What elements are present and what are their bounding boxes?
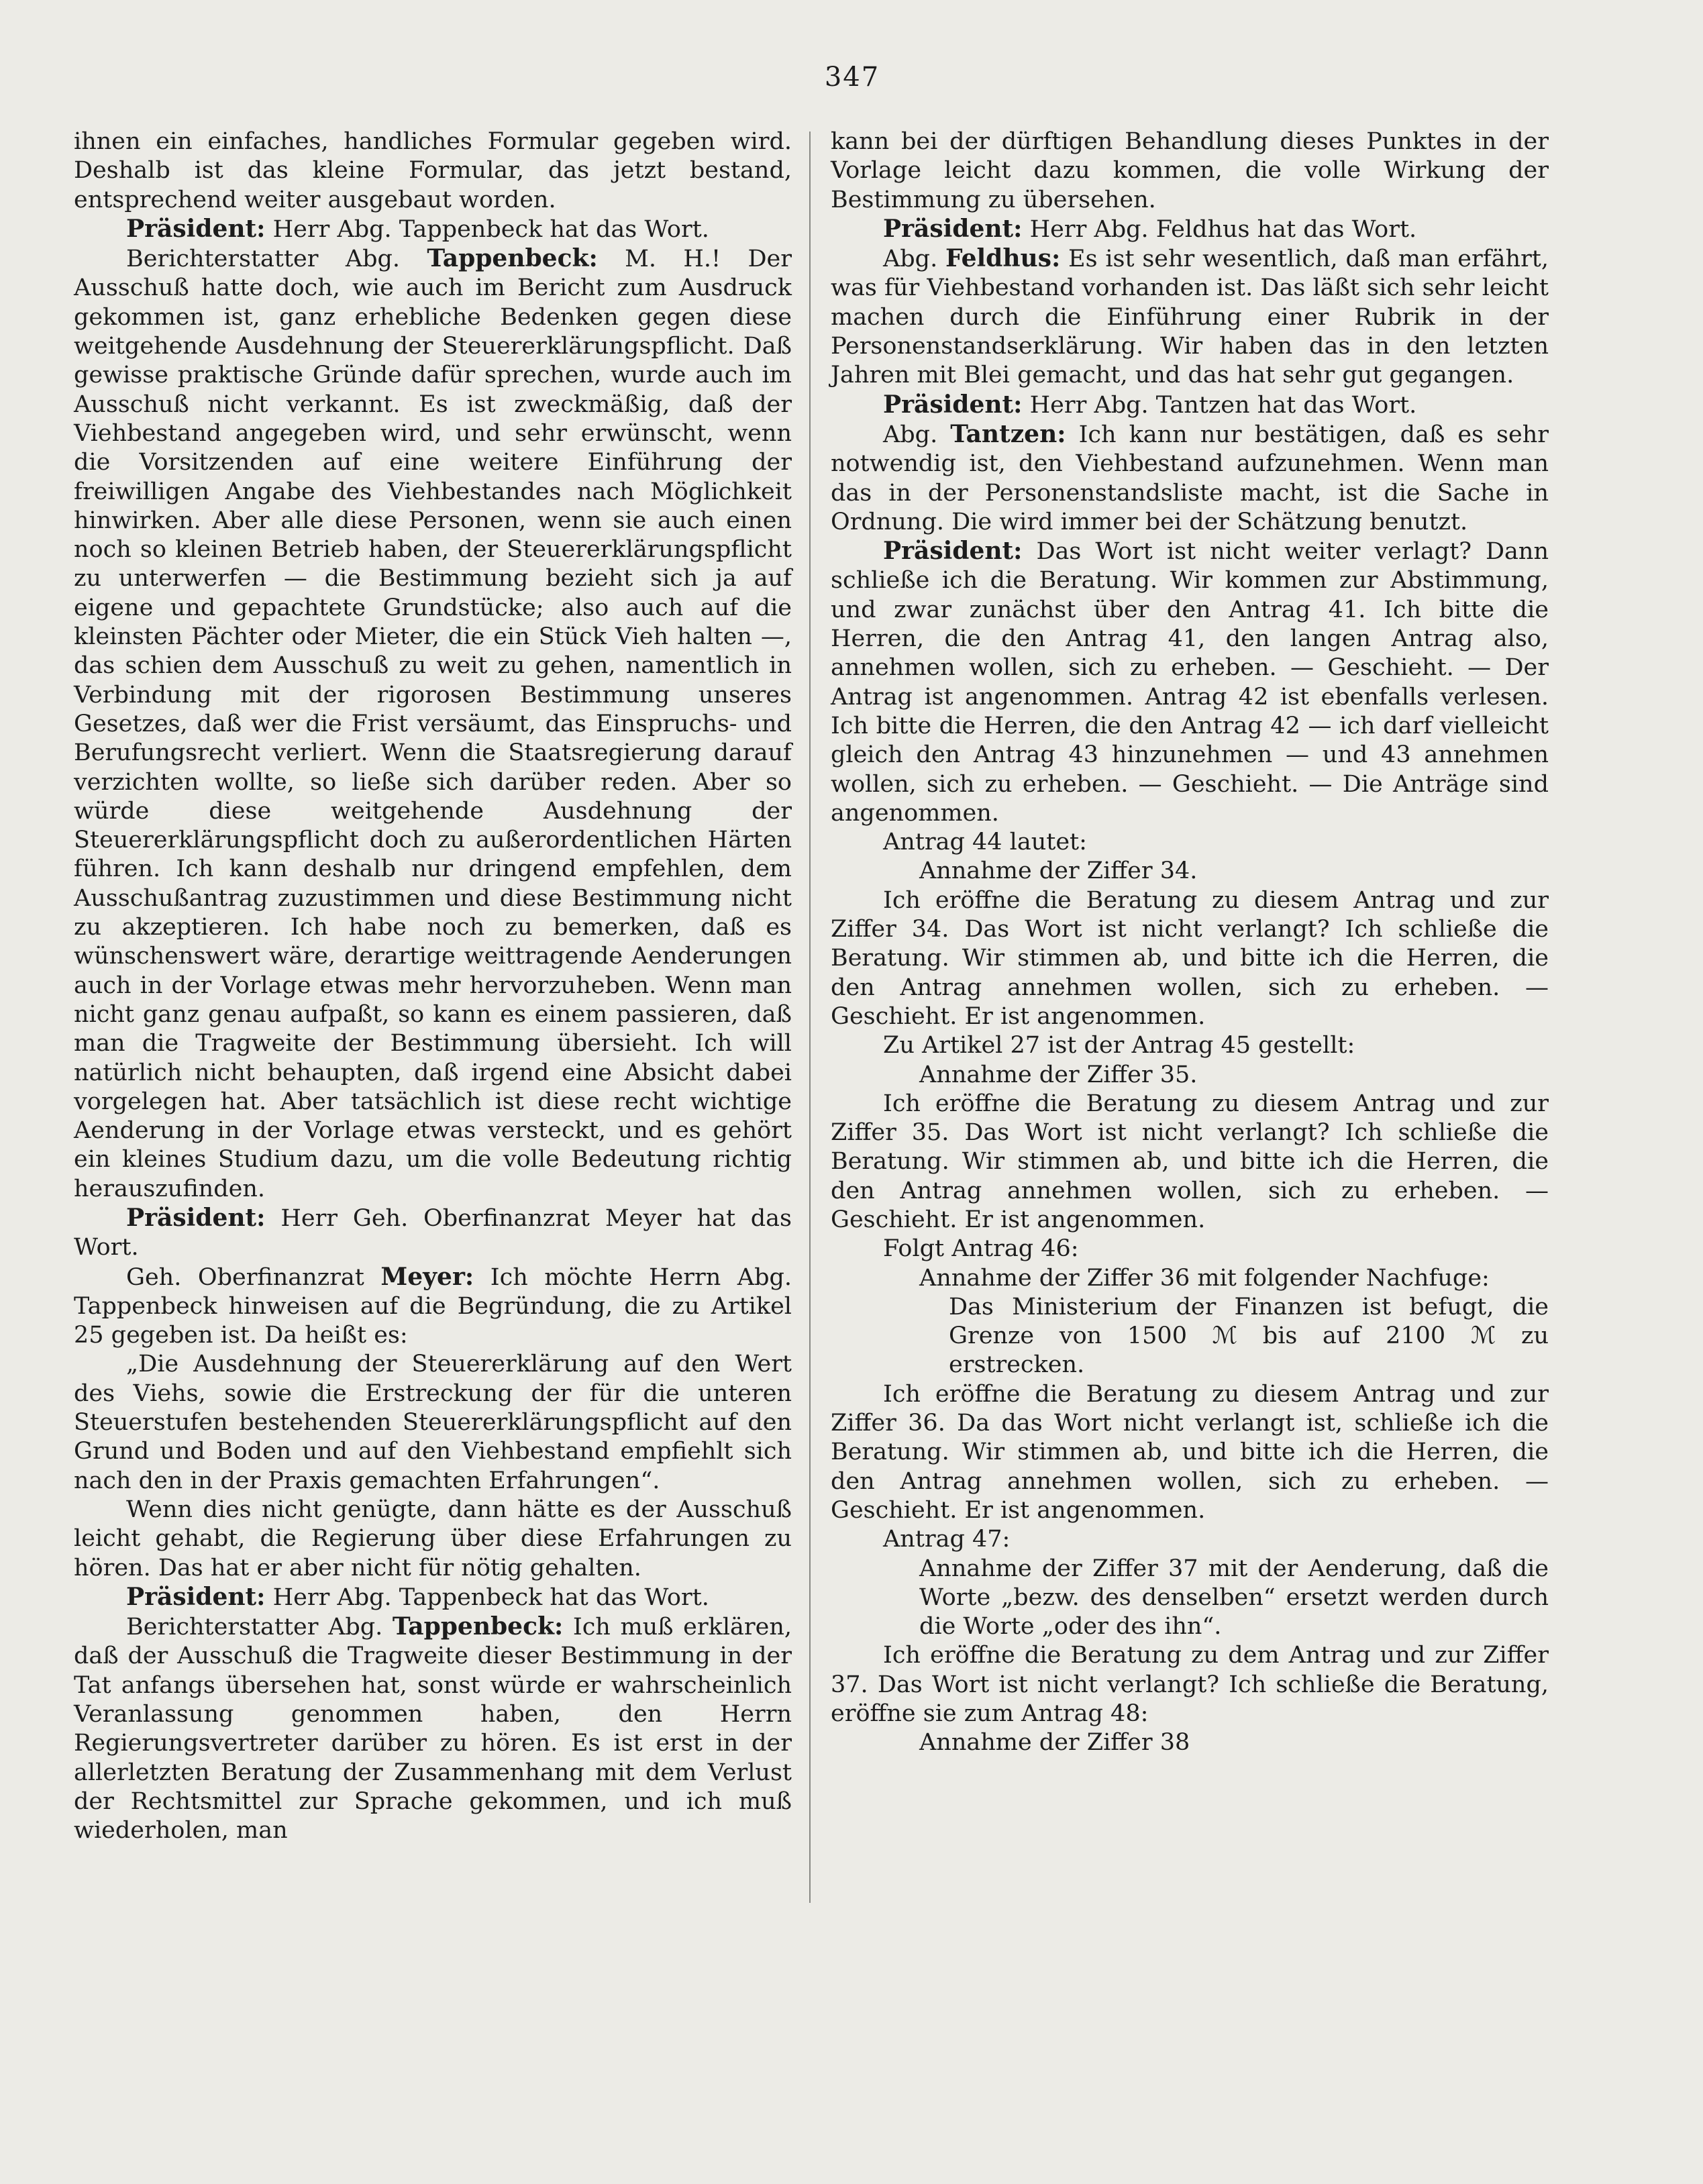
paragraph-text: Ich eröffne die Beratung zu diesem Antrag und zur Ziffer 36. Da das Wort nicht verlangt ist, schließe ich die Beratung. Wir stimmen ab, und bitte ich die Herren, die den Antrag annehmen wollen, sich zu erheben. — Geschieht. Er ist angenommen. [831,1380,1549,1524]
paragraph-text: Ich eröffne die Beratung zu dem Antrag und zur Ziffer 37. Das Wort ist nicht verlangt? Ich schließe die Beratung, eröffne sie zum Antrag 48: [831,1642,1549,1728]
paragraph-text: Das Wort ist nicht weiter verlagt? Dann schließe ich die Beratung. Wir kommen zur Abstimmung, und zwar zunächst über den Antrag 41. Ich bitte die Herren, die den Antrag 41, den langen Antrag also, annehmen wollen, sich zu erheben. — Geschieht. — Der Antrag ist angenommen. Antrag 42 ist ebenfalls verlesen. Ich bitte die Herren, die den Antrag 42 — ich darf vielleicht gleich den Antrag 43 hinzunehmen — und 43 annehmen wollen, sich zu erheben. — Geschieht. — Die Anträge sind angenommen. [831,538,1549,827]
paragraph-text: M. H.! Der Ausschuß hatte doch, wie auch im Bericht zum Ausdruck gekommen ist, ganz erhebliche Bedenken gegen diese weitgehende Ausdehnung der Steuererklärungspflicht. Daß gewisse praktische Gründe dafür sprechen, wurde auch im Ausschuß nicht verkannt. Es ist zweckmäßig, daß der Viehbestand angegeben wird, und sehr erwünscht, wenn die Vorsitzenden auf eine weitere Einführung der freiwilligen Angabe des Viehbestandes nach Möglichkeit hinwirken. Aber alle diese Personen, wenn sie auch einen noch so kleinen Betrieb haben, der Steuererklärungspflicht zu unterwerfen — die Bestimmung bezieht sich ja auf eigene und gepachtete Grundstücke; also auch auf die kleinsten Pächter oder Mieter, die ein Stück Vieh halten —, das schien dem Ausschuß zu weit zu gehen, namentlich in Verbindung mit der rigorosen Bestimmung unseres Gesetzes, daß wer die Frist versäumt, das Einspruchs- und Berufungsrecht verliert. Wenn die Staatsregierung darauf verzichten wollte, so ließe sich darüber reden. Aber so würde diese weitgehende Ausdehnung der Steuererklärungspflicht doch zu außerordentlichen Härten führen. Ich kann deshalb nur dringend empfehlen, dem Ausschußantrag zuzustimmen und diese Bestimmung nicht zu akzeptieren. Ich habe noch zu bemerken, daß es wünschenswert wäre, derartige weittragende Aenderungen auch in der Vorlage etwas mehr hervorzuheben. Wenn man nicht ganz genau aufpaßt, so kann es einem passieren, daß man die Tragweite der Bestimmung übersieht. Ich will natürlich nicht behaupten, daß irgend eine Absicht dabei vorgelegen hat. Aber tatsächlich ist diese recht wichtige Aenderung in der Vorlage etwas versteckt, und es gehört ein kleines Studium dazu, um die volle Bedeutung richtig herauszufinden. [74,246,792,1202]
paragraph-text: Herr Abg. Feldhus hat das Wort. [1022,215,1417,243]
paragraph-text: Ich eröffne die Beratung zu diesem Antrag und zur Ziffer 35. Das Wort ist nicht verlangt? Ich schließe die Beratung. Wir stimmen ab, und bitte ich die Herren, die den Antrag annehmen wollen, sich zu erheben. — Geschieht. Er ist angenommen. [831,1090,1549,1233]
speaker-prefix: Abg. [883,421,951,448]
paragraph-text: Herr Geh. Oberfinanzrat Meyer hat das Wort. [74,1204,792,1261]
paragraph-text: Herr Abg. Tappenbeck hat das Wort. [265,215,709,243]
paragraph-text: Annahme der Ziffer 35. [919,1061,1198,1088]
paragraph [831,1641,1549,1728]
paragraph-text: Annahme der Ziffer 38 [919,1729,1190,1757]
paragraph [74,1263,792,1351]
paragraph [831,1525,1549,1554]
speaker-name: Feldhus: [945,244,1061,273]
paragraph [74,1496,792,1583]
paragraph-text: Annahme der Ziffer 36 mit folgender Nachfuge: [919,1264,1490,1292]
right-column [831,127,1549,1758]
paragraph-text: Annahme der Ziffer 37 mit der Aenderung, daß die Worte „bezw. des denselben“ ersetzt werden durch die Worte „oder des ihn“. [919,1555,1549,1641]
speaker-name: Präsident: [126,1582,266,1611]
paragraph-text: Ich muß erklären, daß der Ausschuß die Tragweite dieser Bestimmung in der Tat anfangs übersehen hat, sonst würde er wahrscheinlich Veranlassung genommen haben, den Herrn Regierungsvertreter darüber zu hören. Es ist erst in der allerletzten Beratung der Zusammenhang mit dem Verlust der Rechtsmittel zur Sprache gekommen, und ich muß wiederholen, man [74,1614,792,1844]
column-divider [809,132,811,1903]
speaker-prefix: Berichterstatter Abg. [126,246,427,273]
paragraph-text: Antrag 44 lautet: [883,829,1087,856]
paragraph [831,828,1549,857]
paragraph [831,1728,1549,1757]
paragraph [74,127,792,215]
paragraph-text: Antrag 47: [883,1526,1011,1553]
paragraph [74,1350,792,1495]
paragraph-text: Wenn dies nicht genügte, dann hätte es der Ausschuß leicht gehabt, die Regierung über diese Erfahrungen zu hören. Das hat er aber nicht für nötig gehalten. [74,1496,792,1581]
speaker-name: Meyer: [380,1262,474,1291]
speaker-name: Tantzen: [950,419,1066,448]
left-column [74,127,792,1846]
paragraph [74,215,792,244]
paragraph [831,1380,1549,1525]
paragraph-text: Ich kann nur bestätigen, daß es sehr notwendig ist, den Viehbestand aufzunehmen. Wenn man das in der Personenstandsliste macht, ist die Sache in Ordnung. Die wird immer bei der Schätzung benutzt. [831,421,1549,535]
paragraph [831,1031,1549,1060]
paragraph-text: „Die Ausdehnung der Steuererklärung auf den Wert des Viehs, sowie die Erstreckung der für die unteren Steuerstufen bestehenden Steuererklärungspflicht auf den Grund und Boden und auf den Viehbestand empfiehlt sich nach den in der Praxis gemachten Erfahrungen“. [74,1351,792,1494]
paragraph-text: Herr Abg. Tappenbeck hat das Wort. [265,1583,709,1611]
paragraph [831,1293,1549,1380]
paragraph [831,1235,1549,1263]
paragraph [831,1264,1549,1293]
paragraph-text: Zu Artikel 27 ist der Antrag 45 gestellt: [883,1032,1355,1059]
paragraph-text: kann bei der dürftigen Behandlung dieses Punktes in der Vorlage leicht dazu kommen, die volle Wirkung der Bestimmung zu übersehen. [831,128,1549,213]
paragraph [831,857,1549,886]
paragraph [831,420,1549,537]
paragraph-text: Annahme der Ziffer 34. [919,857,1198,885]
paragraph [831,127,1549,215]
paragraph-text: Folgt Antrag 46: [883,1235,1079,1263]
paragraph [831,215,1549,244]
speaker-prefix: Abg. [883,246,945,273]
speaker-name: Präsident: [883,214,1023,243]
paragraph [831,244,1549,390]
paragraph [74,1204,792,1263]
paragraph [831,886,1549,1031]
paragraph-text: Ich eröffne die Beratung zu diesem Antrag und zur Ziffer 34. Das Wort ist nicht verlangt? Ich schließe die Beratung. Wir stimmen ab, und bitte ich die Herren, die den Antrag annehmen wollen, sich zu erheben. — Geschieht. Er ist angenommen. [831,886,1549,1030]
paragraph [831,1061,1549,1090]
paragraph-text: Es ist sehr wesentlich, daß man erfährt, was für Viehbestand vorhanden ist. Das läßt sich sehr leicht machen durch die Einführung einer Rubrik in der Personenstandserklärung. Wir haben das in den letzten Jahren mit Blei gemacht, und das hat sehr gut gegangen. [831,246,1549,389]
paragraph [831,1090,1549,1235]
paragraph [831,1555,1549,1642]
paragraph-text: ihnen ein einfaches, handliches Formular gegeben wird. Deshalb ist das kleine Formular, das jetzt bestand, entsprechend weiter ausgebaut worden. [74,128,792,213]
paragraph [74,1583,792,1612]
paragraph-text: Ich möchte Herrn Abg. Tappenbeck hinweisen auf die Begründung, die zu Artikel 25 gegeben ist. Da heißt es: [74,1263,792,1349]
speaker-prefix: Berichterstatter Abg. [126,1614,393,1641]
paragraph [74,1612,792,1845]
speaker-prefix: Geh. Oberfinanzrat [126,1263,381,1291]
page-number: 347 [824,62,880,93]
speaker-name: Präsident: [126,1203,266,1232]
paragraph-text: Herr Abg. Tantzen hat das Wort. [1022,391,1417,419]
speaker-name: Tappenbeck: [427,244,598,273]
paragraph [74,244,792,1204]
paragraph [831,391,1549,420]
speaker-name: Präsident: [883,537,1023,566]
speaker-name: Präsident: [883,390,1023,419]
paragraph [831,537,1549,828]
paragraph-text: Das Ministerium der Finanzen ist befugt, die Grenze von 1500 ℳ bis auf 2100 ℳ zu erstrecken. [949,1293,1549,1379]
speaker-name: Tappenbeck: [392,1612,564,1641]
speaker-name: Präsident: [126,214,266,243]
